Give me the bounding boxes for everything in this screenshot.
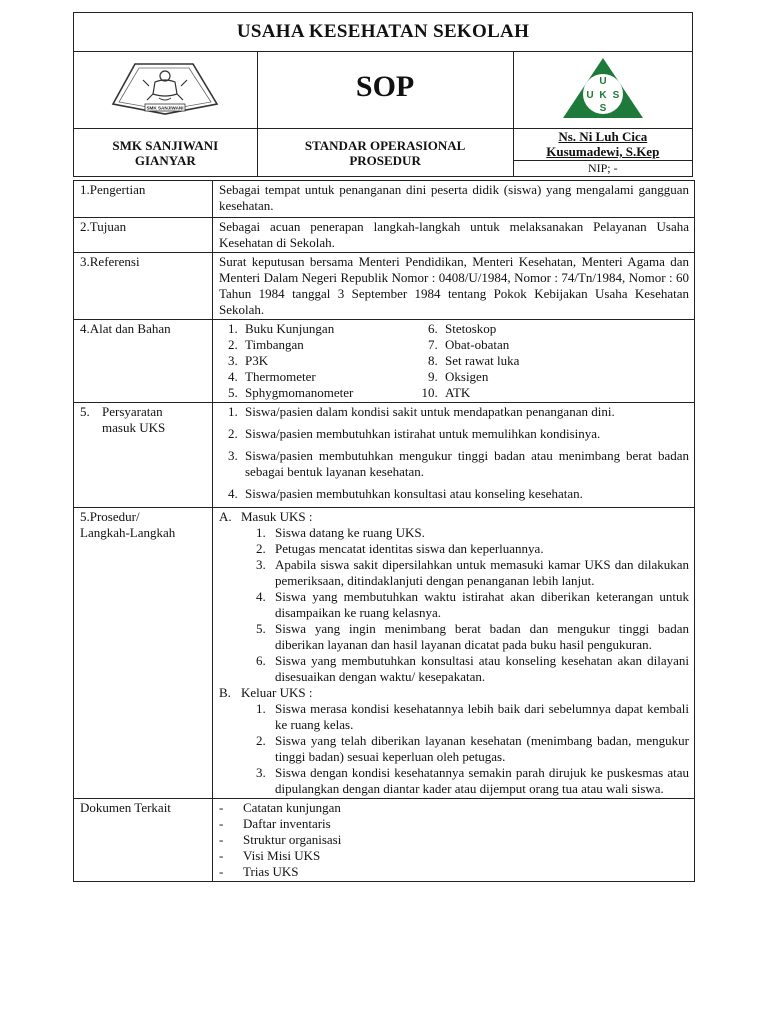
list-item: 6. Stetoskop bbox=[441, 321, 641, 337]
section-a-marker: A. bbox=[219, 509, 232, 524]
uks-letter-u: U bbox=[599, 75, 607, 87]
dash-marker: - bbox=[219, 832, 224, 847]
sop-cell bbox=[257, 52, 513, 129]
row-persyaratan bbox=[74, 403, 695, 508]
label-pengertian: 1.Pengertian bbox=[74, 181, 213, 218]
label-referensi: 3.Referensi bbox=[74, 253, 213, 320]
section-a-title: Masuk UKS : bbox=[241, 509, 313, 524]
school-logo-cell bbox=[74, 52, 258, 129]
label-prosedur-line2: Langkah-Langkah bbox=[80, 525, 176, 540]
list-item: 1. Siswa datang ke ruang UKS. bbox=[269, 525, 689, 541]
row-dokumen bbox=[74, 799, 695, 882]
section-masuk-uks bbox=[219, 509, 689, 525]
list-alat-bahan bbox=[213, 320, 695, 403]
school-name-cell bbox=[74, 129, 258, 177]
uks-letter-u2: U bbox=[586, 89, 594, 101]
list-item bbox=[219, 800, 689, 816]
sop-header bbox=[73, 12, 693, 177]
list-item: 6. Siswa yang membutuhkan konsultasi atau konseling kesehatan akan dilayani disesuaikan dengan waktu/ kesepakatan. bbox=[269, 653, 689, 685]
label-prosedur bbox=[74, 508, 213, 799]
text-referensi: Surat keputusan bersama Menteri Pendidikan, Menteri Kesehatan, Menteri Agama dan Menteri Dalam Negeri Republik Nomor : 0408/U/1984, Nomor : 74/Tn/1984, Nomor : 60 Tahun 1984 tanggal 3 September 1984 tentang Pokok Kebijakan Usaha Kesehatan Sekolah. bbox=[213, 253, 695, 320]
row-referensi bbox=[74, 253, 695, 320]
document-type-line2: PROSEDUR bbox=[349, 152, 421, 168]
list-item: 2. Siswa yang telah diberikan layanan kesehatan (menimbang badan, mengukur tinggi badan) sesuai keperluan oleh petugas. bbox=[269, 733, 689, 765]
school-name-line1: SMK SANJIWANI bbox=[112, 137, 219, 153]
list-dokumen bbox=[213, 799, 695, 882]
row-tujuan bbox=[74, 218, 695, 253]
row-alat-bahan bbox=[74, 320, 695, 403]
approver-name-line2: Kusumadewi, S.Kep bbox=[546, 144, 660, 159]
list-item: 3. Apabila siswa sakit dipersilahkan untuk memasuki kamar UKS dan dilakukan pemeriksaan, ditindaklanjuti dengan penanganan lebih lanjut. bbox=[269, 557, 689, 589]
school-emblem-icon bbox=[105, 58, 225, 118]
section-b-title: Keluar UKS : bbox=[241, 685, 313, 700]
list-item: 4. Siswa/pasien membutuhkan konsultasi atau konseling kesehatan. bbox=[241, 486, 689, 502]
uks-triangle-logo-icon bbox=[561, 56, 645, 120]
approver-name-line1: Ns. Ni Luh Cica bbox=[558, 129, 648, 144]
list-item: 8. Set rawat luka bbox=[441, 353, 641, 369]
list-item-text: Trias UKS bbox=[243, 864, 299, 879]
list-item: 2. Timbangan bbox=[241, 337, 427, 353]
label-tujuan: 2.Tujuan bbox=[74, 218, 213, 253]
uks-letter-k: K bbox=[599, 89, 607, 101]
list-item: 5. Siswa yang ingin menimbang berat badan dan mengukur tinggi badan diberikan layanan dan hasil layanan dicatat pada buku hasil pengukuran. bbox=[269, 621, 689, 653]
dash-marker: - bbox=[219, 864, 224, 879]
text-pengertian: Sebagai tempat untuk penanganan dini peserta didik (siswa) yang mengalami gangguan kesehatan. bbox=[213, 181, 695, 218]
list-item-text: Daftar inventaris bbox=[243, 816, 331, 831]
list-item-text: Visi Misi UKS bbox=[243, 848, 321, 863]
uks-letter-s: S bbox=[612, 89, 620, 101]
dash-marker: - bbox=[219, 800, 224, 815]
list-item-text: Catatan kunjungan bbox=[243, 800, 341, 815]
uks-logo-cell bbox=[513, 52, 692, 129]
label-dokumen: Dokumen Terkait bbox=[74, 799, 213, 882]
list-item bbox=[219, 832, 689, 848]
document-type-line1: STANDAR OPERASIONAL bbox=[304, 137, 466, 153]
label-persyaratan-line2: masuk UKS bbox=[102, 420, 166, 435]
list-item: 5. Sphygmomanometer bbox=[241, 385, 427, 401]
list-item: 2. Siswa/pasien membutuhkan istirahat untuk memulihkan kondisinya. bbox=[241, 426, 689, 442]
alat-list-right bbox=[427, 321, 641, 401]
label-alat-bahan: 4.Alat dan Bahan bbox=[74, 320, 213, 403]
list-item: 4. Siswa yang membutuhkan waktu istirahat akan diberikan keterangan untuk disampaikan ke ruang kelasnya. bbox=[269, 589, 689, 621]
sop-content-table bbox=[73, 180, 695, 882]
document-title: USAHA KESEHATAN SEKOLAH bbox=[74, 13, 693, 52]
keluar-uks-steps bbox=[219, 701, 689, 797]
row-pengertian bbox=[74, 181, 695, 218]
uks-letter-s2: S bbox=[599, 102, 607, 114]
list-item: 3. P3K bbox=[241, 353, 427, 369]
document-type-cell bbox=[257, 129, 513, 177]
label-prosedur-line1: 5.Prosedur/ bbox=[80, 509, 140, 524]
row-prosedur bbox=[74, 508, 695, 799]
persyaratan-list bbox=[219, 404, 689, 502]
sop-label: SOP bbox=[355, 70, 415, 103]
list-item: 7. Obat-obatan bbox=[441, 337, 641, 353]
list-item: 1. Buku Kunjungan bbox=[241, 321, 427, 337]
school-name-line2: GIANYAR bbox=[134, 152, 196, 168]
dokumen-list bbox=[219, 800, 689, 880]
dash-marker: - bbox=[219, 848, 224, 863]
label-persyaratan bbox=[74, 403, 213, 508]
approver-cell bbox=[513, 129, 692, 177]
list-item bbox=[219, 816, 689, 832]
label-persyaratan-line1: Persyaratan bbox=[102, 404, 163, 419]
list-item: 1. Siswa merasa kondisi kesehatannya lebih baik dari sebelumnya dapat kembali ke ruang kelas. bbox=[269, 701, 689, 733]
label-persyaratan-number: 5. bbox=[80, 404, 90, 419]
list-item: 2. Petugas mencatat identitas siswa dan keperluannya. bbox=[269, 541, 689, 557]
list-item: 4. Thermometer bbox=[241, 369, 427, 385]
text-tujuan: Sebagai acuan penerapan langkah-langkah untuk melaksanakan Pelayanan Usaha Kesehatan di Sekolah. bbox=[213, 218, 695, 253]
list-item: 3. Siswa/pasien membutuhkan mengukur tinggi badan atau menimbang berat badan sebagai bentuk layanan kesehatan. bbox=[241, 448, 689, 480]
list-item: 3. Siswa dengan kondisi kesehatannya semakin parah dirujuk ke puskesmas atau dipulangkan dengan diantar kader atau dijemput orang tua atau wali siswa. bbox=[269, 765, 689, 797]
list-item bbox=[219, 848, 689, 864]
list-item: 1. Siswa/pasien dalam kondisi sakit untuk mendapatkan penanganan dini. bbox=[241, 404, 689, 420]
list-prosedur bbox=[213, 508, 695, 799]
list-item: 9. Oksigen bbox=[441, 369, 641, 385]
approver-nip: NIP; - bbox=[514, 160, 692, 176]
section-b-marker: B. bbox=[219, 685, 231, 700]
list-item bbox=[219, 864, 689, 880]
masuk-uks-steps bbox=[219, 525, 689, 685]
list-item-text: Struktur organisasi bbox=[243, 832, 342, 847]
list-item: 10. ATK bbox=[441, 385, 641, 401]
emblem-caption: SMK SANJIWANI bbox=[146, 105, 184, 110]
section-keluar-uks bbox=[219, 685, 689, 701]
alat-list-left bbox=[219, 321, 427, 401]
list-persyaratan bbox=[213, 403, 695, 508]
dash-marker: - bbox=[219, 816, 224, 831]
